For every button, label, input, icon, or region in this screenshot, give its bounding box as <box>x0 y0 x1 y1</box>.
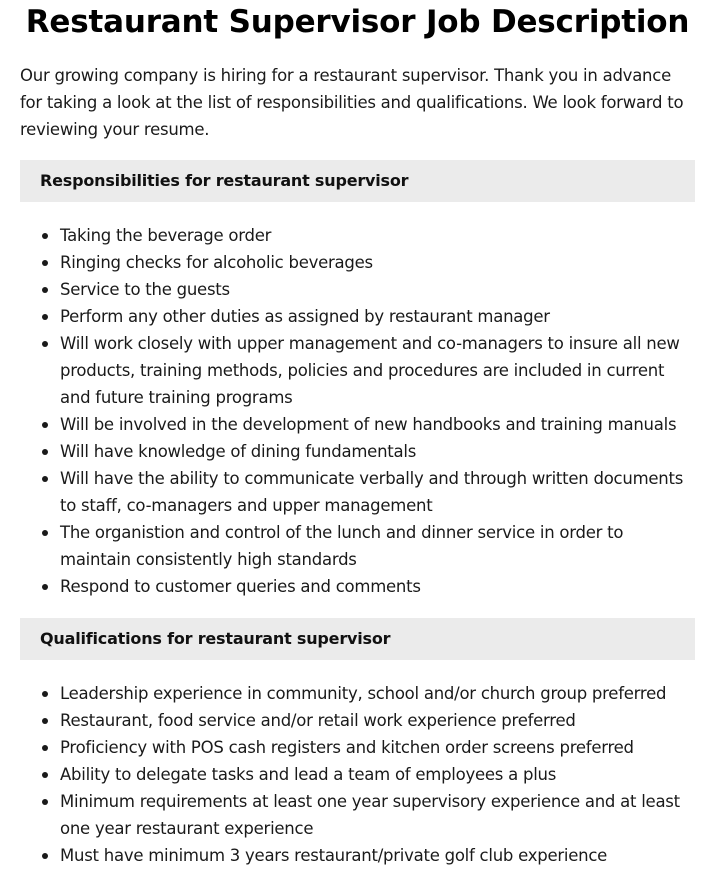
bullet-icon <box>42 745 48 751</box>
list-item <box>20 573 695 600</box>
list-item-text: Will be involved in the development of new handbooks and training manuals <box>60 415 677 434</box>
list-item-text: Will work closely with upper management and co-managers to insure all new products, training methods, policies and procedures are included in current and future training programs <box>60 334 680 407</box>
list-item <box>20 330 695 411</box>
bullet-icon <box>42 422 48 428</box>
intro-paragraph: Our growing company is hiring for a restaurant supervisor. Thank you in advance for taking a look at the list of responsibilities and qualifications. We look forward to reviewing your resume. <box>20 66 684 139</box>
qualifications-list <box>20 680 695 869</box>
list-item-text: Taking the beverage order <box>60 226 272 245</box>
bullet-icon <box>42 718 48 724</box>
list-item <box>20 519 695 573</box>
responsibilities-list <box>20 222 695 600</box>
list-item <box>20 761 695 788</box>
list-item <box>20 788 695 842</box>
list-item <box>20 438 695 465</box>
list-item-text: Ringing checks for alcoholic beverages <box>60 253 373 272</box>
bullet-icon <box>42 530 48 536</box>
bullet-icon <box>42 233 48 239</box>
list-item <box>20 303 695 330</box>
list-item-text: Will have knowledge of dining fundamentals <box>60 442 417 461</box>
list-item-text: Minimum requirements at least one year supervisory experience and at least one year restaurant experience <box>60 792 680 838</box>
bullet-icon <box>42 287 48 293</box>
list-item <box>20 249 695 276</box>
list-item <box>20 842 695 869</box>
list-item-text: Ability to delegate tasks and lead a team of employees a plus <box>60 765 557 784</box>
list-item-text: Proficiency with POS cash registers and kitchen order screens preferred <box>60 738 634 757</box>
bullet-icon <box>42 799 48 805</box>
bullet-icon <box>42 853 48 859</box>
bullet-icon <box>42 449 48 455</box>
list-item-text: Must have minimum 3 years restaurant/private golf club experience <box>60 846 608 865</box>
job-description-page <box>20 0 695 869</box>
bullet-icon <box>42 314 48 320</box>
bullet-icon <box>42 772 48 778</box>
qualifications-heading: Qualifications for restaurant supervisor <box>20 618 695 660</box>
bullet-icon <box>42 691 48 697</box>
bullet-icon <box>42 476 48 482</box>
list-item <box>20 680 695 707</box>
list-item <box>20 465 695 519</box>
list-item <box>20 276 695 303</box>
list-item-text: Leadership experience in community, school and/or church group preferred <box>60 684 667 703</box>
list-item-text: Service to the guests <box>60 280 230 299</box>
list-item <box>20 734 695 761</box>
list-item <box>20 707 695 734</box>
list-item-text: Respond to customer queries and comments <box>60 577 421 596</box>
bullet-icon <box>42 584 48 590</box>
list-item <box>20 411 695 438</box>
list-item-text: Perform any other duties as assigned by restaurant manager <box>60 307 550 326</box>
list-item-text: Will have the ability to communicate verbally and through written documents to staff, co-managers and upper management <box>60 469 684 515</box>
list-item-text: Restaurant, food service and/or retail work experience preferred <box>60 711 576 730</box>
bullet-icon <box>42 260 48 266</box>
list-item-text: The organistion and control of the lunch and dinner service in order to maintain consistently high standards <box>60 523 624 569</box>
page-title: Restaurant Supervisor Job Description <box>25 4 690 40</box>
bullet-icon <box>42 341 48 347</box>
list-item <box>20 222 695 249</box>
responsibilities-heading: Responsibilities for restaurant supervisor <box>20 160 695 202</box>
